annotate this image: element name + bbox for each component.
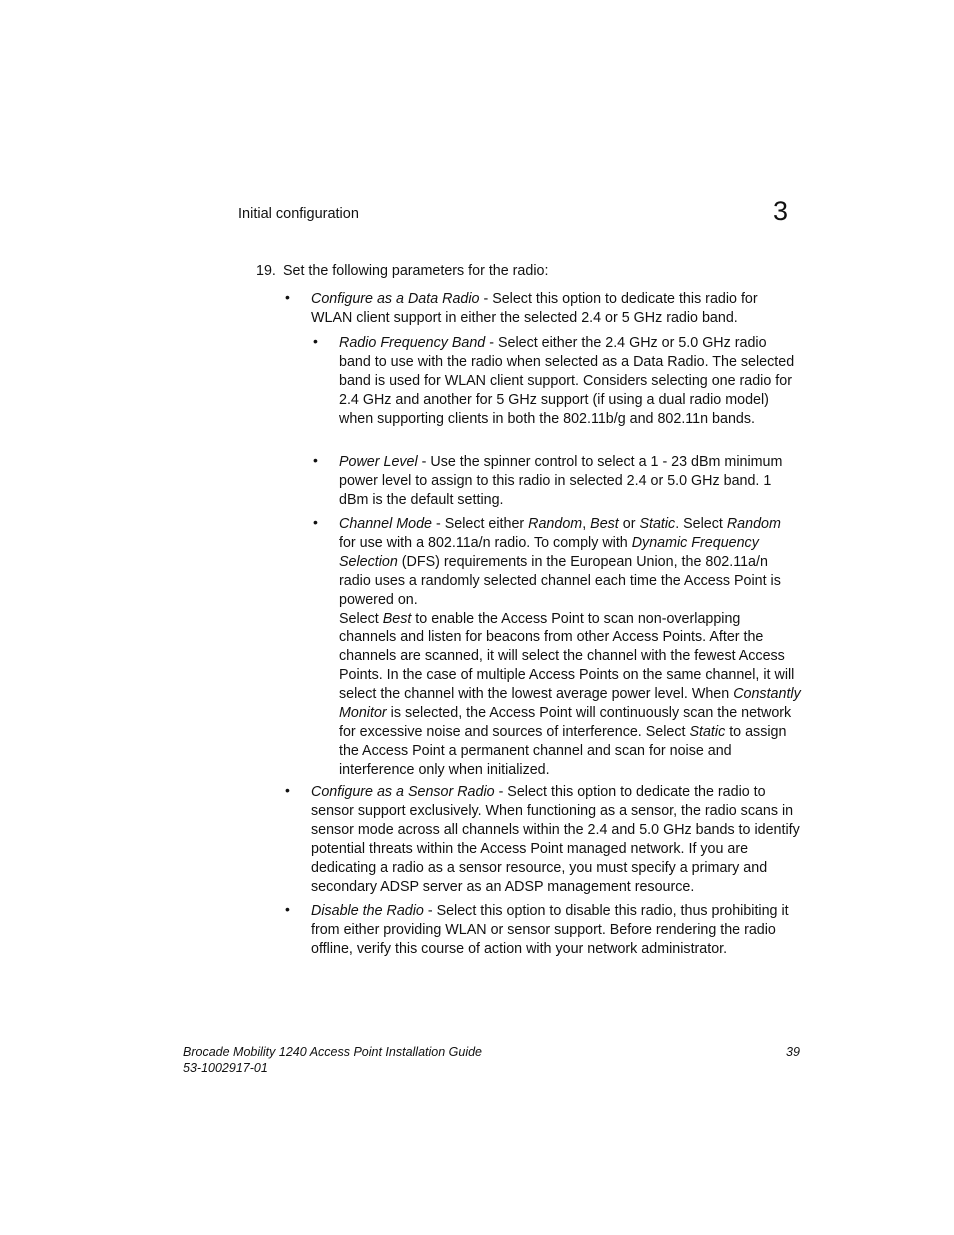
list-item-power-level xyxy=(339,453,801,510)
option-random: Random xyxy=(726,516,781,532)
text: or xyxy=(618,516,640,532)
description: - Select this option to dedicate this radio for WLAN client support in either the selected 2.4 or 5 GHz radio band. xyxy=(311,291,758,326)
list-item-radio-frequency-band xyxy=(339,334,801,429)
bullet-icon: • xyxy=(285,901,290,917)
text: to assign the Access Point a permanent channel and scan for noise and interference only when initialized. xyxy=(339,723,787,778)
bullet-icon: • xyxy=(313,452,318,468)
term-constantly-monitor: Constantly Monitor xyxy=(339,686,801,722)
list-item-channel-mode xyxy=(339,515,801,780)
term-dfs: Dynamic Frequency Selection xyxy=(339,534,759,570)
term: Channel Mode xyxy=(339,516,432,532)
description: - Use the spinner control to select a 1 - 23 dBm minimum power level to assign to this radio in selected 2.4 or 5.0 GHz band. 1 dBm is the default setting. xyxy=(339,454,783,508)
option-static: Static xyxy=(689,723,726,740)
term: Disable the Radio xyxy=(311,903,424,919)
bullet-icon: • xyxy=(313,514,318,530)
option-best: Best xyxy=(382,610,412,627)
bullet-icon: • xyxy=(285,782,290,798)
page-number: 39 xyxy=(786,1045,800,1059)
text: to enable the Access Point to scan non-overlapping channels and listen for beacons from other Access Points. After the channels are scanned, it will select the channel with the fewest Access Points. In the case of multiple Access Points on the same channel, it will select the channel with the lowest average power level. When xyxy=(339,610,795,703)
text: (DFS) requirements in the European Union, the 802.11a/n radio uses a randomly selected channel each time the Access Point is powered on. xyxy=(339,553,781,608)
footer-title: Brocade Mobility 1240 Access Point Installation Guide xyxy=(183,1045,483,1059)
term: Configure as a Data Radio xyxy=(311,291,480,307)
list-item-data-radio xyxy=(311,290,801,328)
list-item-disable-radio xyxy=(311,902,801,959)
text: , xyxy=(582,516,591,532)
option-best: Best xyxy=(590,516,619,532)
list-item-sensor-radio xyxy=(311,783,801,896)
channel-mode-paragraph-2 xyxy=(339,610,801,780)
term: Configure as a Sensor Radio xyxy=(311,784,495,800)
text: Select xyxy=(339,610,383,627)
step-text: Set the following parameters for the radio: xyxy=(283,263,549,279)
chapter-number: 3 xyxy=(773,196,789,226)
running-header-section: Initial configuration xyxy=(238,206,359,222)
description: - Select this option to dedicate the radio to sensor support exclusively. When functioning as a sensor, the radio scans in sensor mode across all channels within the 2.4 and 5.0 GHz bands to identify potential threats within the Access Point managed network. If you are dedicating a radio as a sensor resource, you must specify a primary and secondary ADSP server as an ADSP management resource. xyxy=(311,784,800,895)
description: - Select this option to disable this radio, thus prohibiting it from either providing WLAN or sensor support. Before rendering the radio offline, verify this course of action with your network administrator. xyxy=(311,903,789,957)
bullet-icon: • xyxy=(285,289,290,305)
text: is selected, the Access Point will continuously scan the network for excessive noise and sources of interference. Select xyxy=(339,705,792,740)
description: - Select either the 2.4 GHz or 5.0 GHz radio band to use with the radio when selected as a Data Radio. The selected band is used for WLAN client support. Considers selecting one radio for 2.4 GHz and another for 5 GHz support (if using a dual radio model) when supporting clients in both the 802.11b/g and 802.11n bands. xyxy=(339,335,795,427)
option-static: Static xyxy=(639,516,676,532)
term: Power Level xyxy=(339,454,418,470)
text: . Select xyxy=(675,516,727,532)
option-random: Random xyxy=(528,516,583,532)
term: Radio Frequency Band xyxy=(339,335,486,351)
bullet-icon: • xyxy=(313,333,318,349)
step-19 xyxy=(256,262,816,281)
step-number: 19. xyxy=(256,263,276,279)
text: - Select either xyxy=(432,516,529,532)
footer-doc-number: 53-1002917-01 xyxy=(183,1061,268,1075)
text: for use with a 802.11a/n radio. To comply with xyxy=(339,534,632,551)
